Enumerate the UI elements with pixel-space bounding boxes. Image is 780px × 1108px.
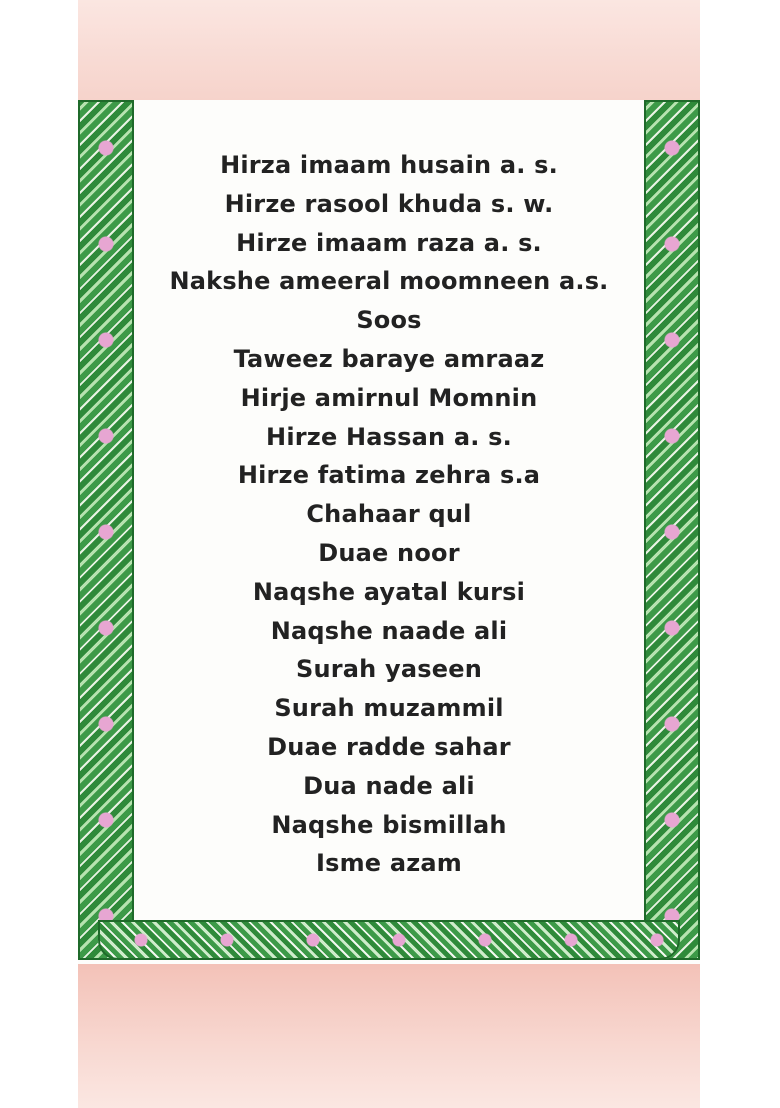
- pink-background-top: [78, 0, 700, 100]
- list-item: Hirje amirnul Momnin: [240, 383, 538, 412]
- list-item: Hirze rasool khuda s. w.: [224, 189, 554, 218]
- prayer-list: [134, 146, 644, 883]
- list-item: Surah yaseen: [295, 655, 482, 684]
- list-item: Hirze fatima zehra s.a: [237, 461, 541, 490]
- list-item: Chahaar qul: [306, 500, 472, 529]
- list-item: Isme azam: [315, 849, 463, 878]
- list-item: Duae noor: [318, 538, 460, 567]
- floral-border-left: [78, 100, 134, 960]
- list-item: Naqshe bismillah: [271, 810, 507, 839]
- list-item: Taweez baraye amraaz: [233, 344, 545, 373]
- floral-border-right: [644, 100, 700, 960]
- floral-border-bottom: [98, 920, 680, 960]
- list-item: Hirze imaam raza a. s.: [236, 228, 542, 257]
- ornamental-frame: [78, 100, 700, 964]
- list-item: Hirza imaam husain a. s.: [220, 151, 558, 179]
- list-item: Dua nade ali: [303, 771, 475, 800]
- list-item: Hirze Hassan a. s.: [266, 422, 512, 451]
- list-item: Duae radde sahar: [267, 732, 511, 761]
- pink-background-bottom: [78, 964, 700, 1108]
- list-item: Naqshe ayatal kursi: [252, 577, 526, 606]
- list-item: Naqshe naade ali: [270, 616, 508, 645]
- list-item: Nakshe ameeral moomneen a.s.: [169, 267, 609, 296]
- list-item: Surah muzammil: [274, 694, 504, 723]
- list-item: Soos: [356, 306, 422, 335]
